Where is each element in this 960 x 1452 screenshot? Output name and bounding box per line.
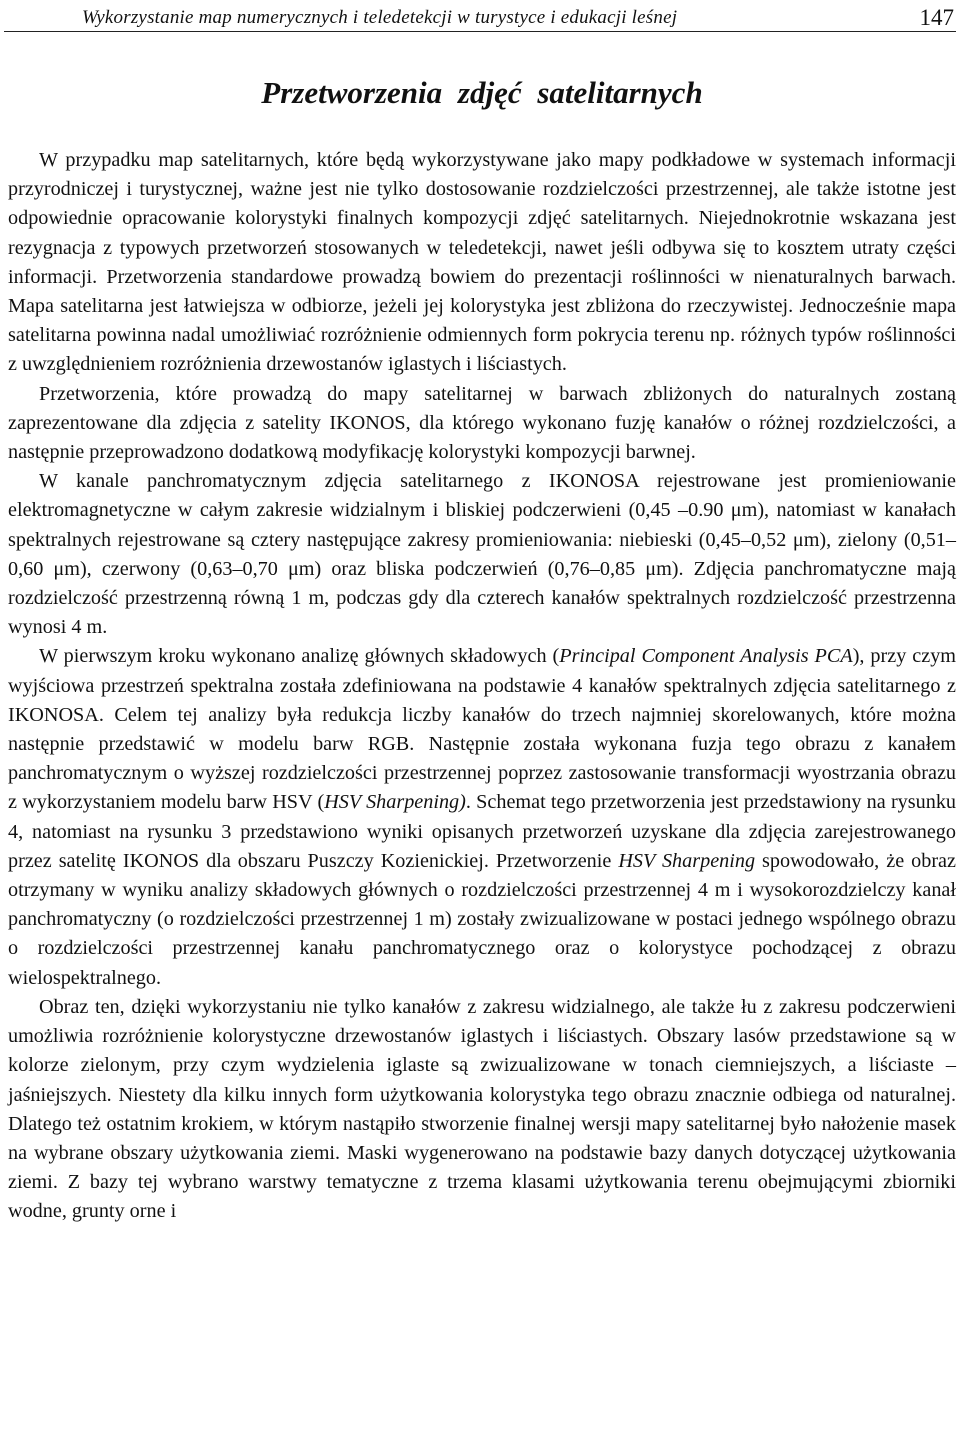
paragraph: [8, 642, 956, 992]
section-title: Przetworzenia zdjęć satelitarnych: [261, 75, 703, 110]
text-run: W kanale panchromatycznym zdjęcia satelitarnego z IKONOSA rejestrowane jest promieniowanie elektromagnetyczne w całym zakresie widzialnym i bliskiej podczerwieni (0,45 –0.90 μm), natomiast w kanałach spektralnych rejestrowane są cztery następujące zakresy promieniowania: niebieski (0,45–0,52 μm), zielony (0,51–0,60 μm), czerwony (0,63–0,70 μm) oraz bliska podczerwień (0,76–0,85 μm). Zdjęcia panchromatyczne mają rozdzielczość przestrzenną równą 1 m, podczas gdy dla czterech kanałów spektralnych rozdzielczość przestrzenna wynosi 4 m.: [8, 470, 956, 639]
body-text: [8, 146, 956, 1227]
text-run: Obraz ten, dzięki wykorzystaniu nie tylko kanałów z zakresu widzialnego, ale także łu z zakresu podczerwieni umożliwia rozróżnienie kolorystyczne drzewostanów iglastych i liściastych. Obszary lasów przedstawione są w kolorze zielonym, przy czym wydzielenia iglaste są zwizualizowane w tonach ciemniejszych, a liściaste – jaśniejszych. Niestety dla kilku innych form użytkowania kolorystyka tego obrazu znacznie odbiega od naturalnej. Dlatego też ostatnim krokiem, w którym nastąpiło stworzenie finalnej wersji mapy satelitarnej było nałożenie masek na wybrane obszary użytkowania ziemi. Maski wygenerowano na podstawie bazy danych dotyczącej użytkowania ziemi. Z bazy tej wybrano warstwy tematyczne z trzema klasami użytkowania terenu obejmującymi zbiorniki wodne, grunty orne i: [8, 995, 956, 1223]
paragraph: [8, 467, 956, 642]
paragraph: [8, 380, 956, 468]
page-number: 147: [919, 5, 954, 30]
italic-text-run: Principal Component Analysis PCA: [559, 645, 853, 668]
text-run: W przypadku map satelitarnych, które będą wykorzystywane jako mapy podkładowe w systemach informacji przyrodniczej i turystycznej, ważne jest nie tylko dostosowanie rozdzielczości przestrzennej, ale także istotne jest odpowiednie opracowanie kolorystyki finalnych kompozycji zdjęć satelitarnych. Niejednokrotnie wskazana jest rezygnacja z typowych przetworzeń stosowanych w teledetekcji, nawet jeśli odbywa się to kosztem utraty części informacji. Przetworzenia standardowe prowadzą bowiem do prezentacji roślinności w nienaturalnych barwach. Mapa satelitarna jest łatwiejsza w odbiorze, jeżeli jej kolorystyka jest zbliżona do rzeczywistej. Jednocześnie mapa satelitarna powinna nadal umożliwiać rozróżnienie odmiennych form pokrycia terenu np. różnych typów roślinności z uwzględnieniem rozróżnienia drzewostanów iglastych i liściastych.: [8, 149, 956, 376]
running-title: Wykorzystanie map numerycznych i teledetekcji w turystyce i edukacji leśnej: [82, 7, 678, 28]
text-run: spowodowało, że obraz otrzymany w wyniku analizy składowych głównych o rozdzielczości przestrzennej 4 m i wysokorozdzielczy kanał panchromatyczny (o rozdzielczości przestrzennej 1 m) zostały zwizualizowane w postaci jednego wspólnego obrazu o rozdzielczości przestrzennej kanału panchromatycznego oraz o kolorystyce pochodzącej z obrazu wielospektralnego.: [8, 849, 956, 989]
paragraph: [8, 993, 956, 1227]
text-run: . Schemat tego przetworzenia jest przedstawiony na rysunku 4, natomiast na rysunku 3 przedstawiono wyniki opisanych przetworzeń uzyskane dla zdjęcia zarejestrowanego przez satelitę IKONOS dla obszaru Puszczy Kozienickiej. Przetworzenie: [8, 791, 957, 872]
italic-text-run: HSV Sharpening: [618, 849, 756, 872]
text-run: W pierwszym kroku wykonano analizę głównych składowych (: [39, 645, 560, 668]
paragraph: [8, 146, 956, 380]
running-header: [4, 0, 956, 32]
text-run: ), przy czym wyjściowa przestrzeń spektralna została zdefiniowana na podstawie 4 kanałów spektralnych zdjęcia satelitarnego z IKONOSA. Celem tej analizy była redukcja liczby kanałów do trzech najmniej skorelowanych, które można następnie przedstawić w modelu barw RGB. Następnie została wykonana fuzja tego obrazu z kanałem panchromatycznym o wyższej rozdzielczości przestrzennej poprzez zastosowanie transformacji wyostrzania obrazu z wykorzystaniem modelu barw HSV (: [8, 645, 956, 814]
text-run: Przetworzenia, które prowadzą do mapy satelitarnej w barwach zbliżonych do naturalnych zostaną zaprezentowane dla zdjęcia z satelity IKONOS, dla którego wykonano fuzję kanałów o różnej rozdzielczości, a następnie przeprowadzono dodatkową modyfikację kolorystyki kompozycji barwnej.: [8, 382, 956, 464]
italic-text-run: HSV Sharpening): [324, 791, 466, 814]
